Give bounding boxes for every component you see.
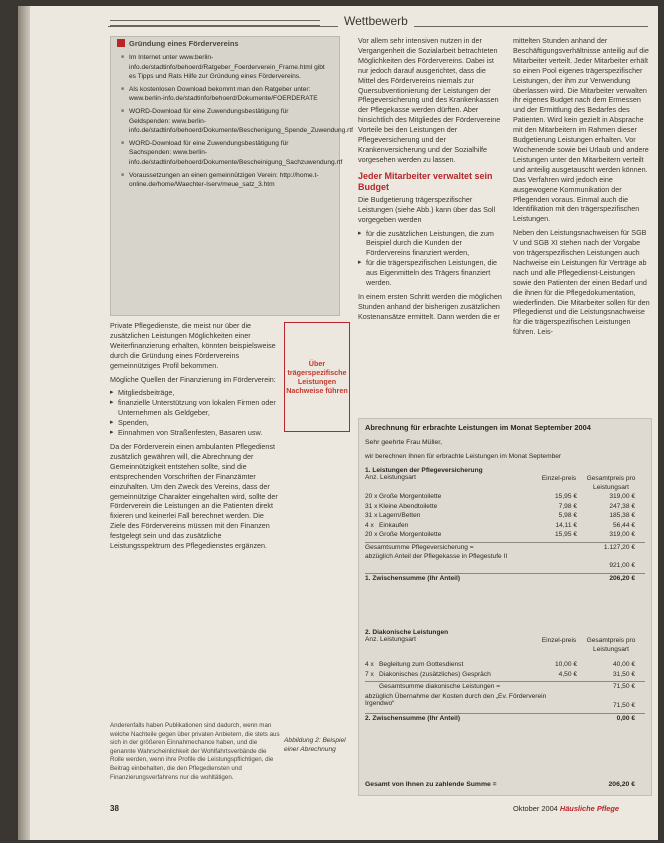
list-item: ▸ finanzielle Unterstützung von lokalen Firmen oder Unternehmen als Geldgeber,	[110, 398, 278, 418]
divider	[365, 542, 645, 543]
paragraph: Vor allem sehr intensiven nutzen in der Vergangenheit die Sozialarbeit betrachteten Möglichkeiten des Fördervereins. Dabei ist nur jedoch darauf ausgerichtet, dass die Mittel des Fördervereins niemals zur Quersubventionierung der Leistungen der Pflegeversicherung und des Krankenkassen der Pflegekasse werden dürften. Aber hinsichtlich des Mitgliedes der Fördervereine Vorteile bei den Leistungen der Pflegeversicherung und der Krankenversicherung und der Sozialhilfe vorgesehen werden zu lassen.	[358, 36, 501, 164]
list-item: ▸ Einnahmen von Straßenfesten, Basaren usw.	[110, 428, 278, 438]
col-art: Anz. Leistungsart	[365, 636, 416, 643]
col-art: Anz. Leistungsart	[365, 474, 416, 481]
invoice-total	[365, 781, 645, 788]
table-row: 20 x Große Morgentoilette 15,95 € 319,00 €	[365, 493, 635, 500]
invoice-greeting: Sehr geehrte Frau Müller,	[365, 439, 443, 446]
table-row: 4 x Begleitung zum Gottesdienst 10,00 € 40,00 €	[365, 661, 635, 668]
invoice-example	[358, 418, 652, 796]
paragraph: In einem ersten Schritt werden die möglichen Stunden anhand der bisherigen zusätzlichen Kostenansätze ermittelt. Dann werden die er	[358, 291, 502, 321]
paragraph: Private Pflegedienste, die meist nur über die zusätzlichen Leistungen Möglichkeiten einer Weiterfinanzierung erhalten, könnten beispielsweise durch die Gründung eines Fördervereins gemeinnütziges Profil bekommen.	[110, 321, 276, 370]
list-item: ▸ für die zusätzlichen Leistungen, die zum Beispiel durch die Kunden der Fördervereins finanziert werden,	[358, 229, 503, 259]
right-column	[513, 36, 651, 341]
invoice-title: Abrechnung für erbrachte Leistungen im Monat September 2004	[365, 423, 591, 432]
list-item: ■ Im Internet unter www.berlin-info.de/stadtinfo/behoerd/Ratgeber_Foerderverein_Frame.html gibt es Tipps und Rats Hilfe zur Gründung eines Fördervereins.	[121, 53, 331, 82]
divider	[365, 681, 645, 682]
subtotal-row: 2. Zwischensumme (Ihr Anteil) 0,00 €	[365, 714, 635, 722]
subheading: Jeder Mitarbeiter verwaltet sein Budget	[358, 170, 493, 192]
red-square-icon	[117, 39, 125, 47]
left-column	[110, 321, 278, 555]
list-item: ▸ für die trägerspezifischen Leistungen, die aus Eigenmitteln des Trägers finanziert werden.	[358, 258, 503, 288]
book-spine	[18, 6, 30, 840]
divider	[365, 573, 645, 574]
list-item: ■ Als kostenlosen Download bekommt man den Ratgeber unter: www.berlin-info.de/stadtinfo/behoerd/Dokumente/FOERDERATE	[121, 85, 331, 104]
footer	[513, 804, 619, 813]
paragraph: Die Budgetierung trägerspezifischer Leistungen (siehe Abb.) kann über das Soll vorgegeben werden	[358, 194, 496, 224]
list-item: ■ WORD-Download für eine Zuwendungsbestätigung für Sachspenden: www.berlin-info.de/stadtinfo/behoerd/Dokumente/Bescheinigung_Sachzuwendung.rtf	[121, 139, 331, 168]
middle-column	[358, 36, 503, 326]
col-total-price: Gesamtpreis pro Leistungsart	[586, 475, 636, 491]
col-unit-price: Einzel-preis	[541, 637, 577, 644]
pull-quote: Über trägerspezifische Leistungen Nachweise führen	[284, 322, 350, 432]
section-heading: 1. Leistungen der Pflegeversicherung	[365, 467, 483, 474]
total-value: 206,20 €	[608, 781, 635, 788]
paragraph: mittelten Stunden anhand der Beschäftigungsverhältnisse anteilig auf die Mitarbeiter verteilt. Jeder Mitarbeiter erhält so einen Pool eigenes trägerspezifischer Leistungen, der ihm zur Verwendung überlassen wird. Die Mitarbeiter verwalten ihr eigenes Budget nach dem Ermessen und der Ermittlung des Bedarfes des Patienten. Wird kein gezielt in Absprache mit den Mitarbeitern im Rahmen dieser Budgetierung Leistungen erhalten. Vor Wochenende sowie bei Urlaub und andere Leistungen unter den Mitarbeitern verteilt und anteilig ausgetauscht werden können. Das Verfahren wird jedoch eine ausgewogene Kommunikation der Pflegenden voraus. Einmal auch die Identifikation mit den trägerspezifischen Leistungen.	[513, 36, 649, 224]
list-item: ■ Voraussetzungen an einen gemeinnützigen Verein: http://home.t-online.de/home/Waechter-Iserv/meue_satz_3.htm	[121, 171, 331, 190]
section-heading: 2. Diakonische Leistungen	[365, 629, 449, 636]
table-row: 7 x Diakonisches (zusätzliches) Gespräch 4,50 € 31,50 €	[365, 670, 635, 678]
footnote: Anderenfalls haben Publikationen sind dadurch, wenn man welche Nachteile gegen über privaten Anbietern, die stets aus sich in der größeren Einnahmechance haben, und die genannte Wahrscheinlichkeit der Wohlfahrtsverbände die Rolle werden, wenn ihre Profile die Leistungspflichtigen, die Beitrag einbehalten, die den Pflegediensten und Finanzierungsverfahrens nur die wohltätigen.	[110, 722, 280, 781]
issue-date: Oktober 2004	[513, 804, 558, 813]
magazine-page	[18, 6, 658, 840]
paragraph: Mögliche Quellen der Finanzierung im Förderverein:	[110, 374, 276, 384]
total-label: Gesamt von Ihnen zu zahlende Summe =	[365, 781, 497, 788]
table-row: 20 x Große Morgentoilette 15,95 € 319,00 €	[365, 531, 635, 538]
funding-list	[110, 388, 278, 438]
budget-list	[358, 229, 503, 288]
invoice-section-care-insurance	[365, 467, 645, 585]
deduction-row: abzüglich Übernahme der Kosten durch den „Ev. Förderverein Irgendwo“ 71,50 €	[365, 692, 635, 709]
invoice-section-diakonie	[365, 629, 645, 724]
figure-caption: Abbildung 2: Beispiel einer Abrechnung	[284, 737, 346, 753]
sum-row: Gesamtsumme diakonische Leistungen = 71,50 €	[379, 683, 635, 690]
table-row: 31 x Lagern/Betten 5,98 € 185,38 €	[365, 512, 635, 519]
info-box-title: Gründung eines Fördervereins	[117, 39, 239, 48]
column-header	[365, 474, 645, 493]
table-row: 31 x Kleine Abendtoilette 7,98 € 247,38 €	[365, 502, 635, 510]
magazine-brand: Häusliche Pflege	[559, 804, 620, 813]
invoice-intro: wir berechnen Ihnen für erbrachte Leistungen im Monat September	[365, 453, 562, 460]
col-unit-price: Einzel-preis	[541, 475, 577, 482]
col-total-price: Gesamtpreis pro Leistungsart	[586, 637, 636, 653]
page-number: 38	[110, 804, 119, 813]
sum-row: Gesamtsumme Pflegeversicherung = 1.127,20 €	[365, 543, 635, 551]
section-title: Wettbewerb	[338, 14, 414, 28]
subtotal-row: 1. Zwischensumme (Ihr Anteil) 206,20 €	[365, 575, 635, 582]
column-header	[365, 636, 645, 655]
list-item: ■ WORD-Download für eine Zuwendungsbestätigung für Geldspenden: www.berlin-info.de/stadtinfo/behoerd/Dokumente/Beschenigung_Spende_Zuwendung.rtf	[121, 107, 331, 136]
list-item: ▸ Spenden,	[110, 418, 278, 428]
paragraph: Neben den Leistungsnachweisen für SGB V und SGB XI stehen nach der Vorgabe von trägerspezifischen Leistungen auch Nachweise ein Leistungen für Verträge ab nach und alle Pflegedienst-Leistungen sowie den Patienten der einen Bedarf und die ihnen für die Pflegedokumentation, wiederfinden. Die Mitarbeiter sollen für den Pflegedienst und die Leistungsnachweise für die trägerspezifischen Leistungen führen. Leis-	[513, 228, 650, 337]
paragraph: Da der Förderverein einen ambulanten Pflegedienst zusätzlich gewähren will, die Abrechnung der Gemeinnützigkeit entstehen sollte, sind die entsprechenden Vorschriften der Finanzämter einzuhalten. Um den Zweck des Vereins, dass der gemeinnützige Charakter eingehalten wird, sollte der Förderverein die Leistungen an die Patienten direkt fixieren und keinerlei Fall berechnet werden. Die Ziele des Fördervereins müssen mit den Finanzen festgelegt sein und das zusätzliche Leistungsspektrum des Pflegedienstes ergänzen.	[110, 441, 278, 551]
info-box-list	[121, 53, 353, 193]
info-box	[110, 36, 353, 316]
list-item: ▸ Mitgliedsbeiträge,	[110, 388, 278, 398]
table-row: 4 x Einkaufen 14,11 € 56,44 €	[365, 521, 635, 529]
divider	[365, 713, 645, 714]
deduction-row: abzüglich Anteil der Pflegekasse in Pflegestufe II 921,00 €	[365, 553, 635, 569]
